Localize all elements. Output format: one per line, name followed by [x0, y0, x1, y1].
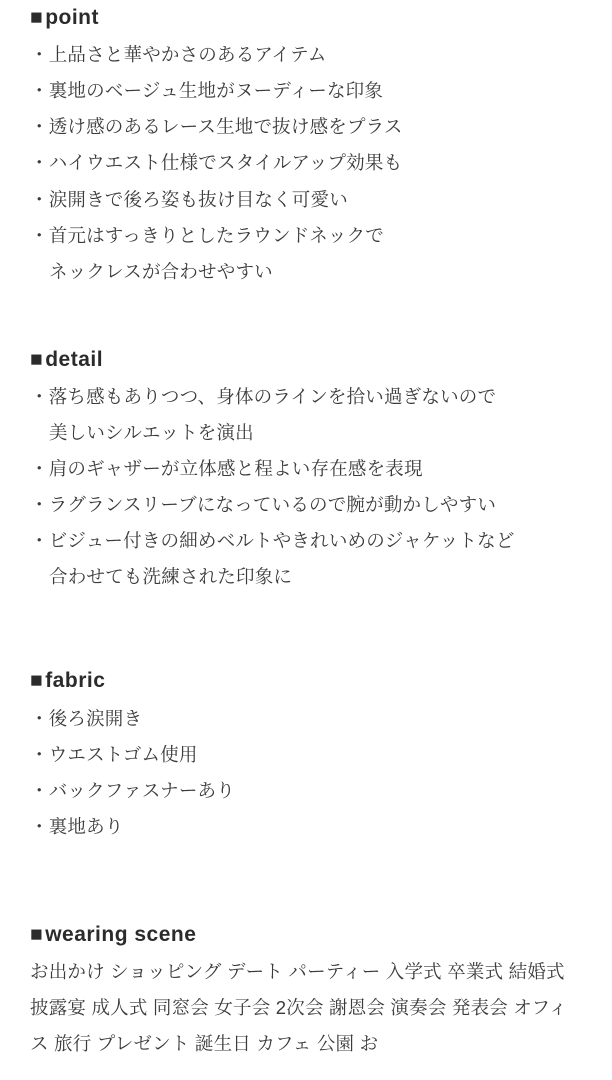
section-spacer — [30, 845, 582, 921]
square-bullet-icon: ■ — [30, 6, 44, 29]
list-item: ・落ち感もありつつ、身体のラインを拾い過ぎないので — [30, 386, 497, 408]
list-item: ・バックファスナーあり — [30, 779, 235, 801]
square-bullet-icon: ■ — [30, 347, 44, 371]
section-fabric — [30, 667, 582, 845]
section-spacer — [30, 290, 582, 346]
square-bullet-icon: ■ — [30, 669, 44, 693]
list-item-continuation: ネックレスが合わせやすい — [49, 260, 273, 282]
wearing-scene-text: お出かけ ショッピング デート パーティー 入学式 卒業式 結婚式 披露宴 成人式 同窓会 女子会 2次会 謝恩会 演奏会 発表会 オフィス 旅行 プレゼント 誕生日 カフェ 公園 お — [30, 961, 568, 1055]
list-item: ・ウエストゴム使用 — [30, 743, 198, 765]
list-item: ・透け感のあるレース生地で抜け感をプラス — [30, 116, 403, 138]
list-item: ・上品さと華やかさのあるアイテム — [30, 44, 327, 66]
section-spacer — [30, 595, 582, 667]
square-bullet-icon: ■ — [30, 922, 44, 946]
list-item: ・裏地のベージュ生地がヌーディーな印象 — [30, 80, 384, 102]
list-item-continuation: 美しいシルエットを演出 — [49, 422, 254, 444]
section-detail — [30, 346, 582, 596]
section-heading-point — [30, 4, 582, 31]
list-item: ・肩のギャザーが立体感と程よい存在感を表現 — [30, 458, 423, 480]
section-heading-detail — [30, 346, 582, 373]
list-item-continuation: 合わせても洗練された印象に — [49, 566, 293, 588]
section-wearing-scene — [30, 921, 582, 1062]
list-item: ・首元はすっきりとしたラウンドネックで — [30, 224, 385, 246]
list-item: ・ラグランスリーブになっているので腕が動かしやすい — [30, 494, 497, 516]
section-point — [30, 4, 582, 290]
section-title-point: point — [45, 6, 99, 29]
section-heading-fabric — [30, 667, 582, 694]
list-item: ・ハイウエスト仕様でスタイルアップ効果も — [30, 152, 403, 174]
list-item: ・ビジュー付きの細めベルトやきれいめのジャケットなど — [30, 530, 515, 552]
section-title-fabric: fabric — [45, 669, 106, 693]
list-item: ・裏地あり — [30, 815, 124, 837]
section-title-wearing-scene: wearing scene — [45, 922, 197, 946]
list-item: ・後ろ涙開き — [30, 707, 143, 729]
section-heading-wearing-scene — [30, 921, 582, 948]
list-item: ・涙開きで後ろ姿も抜け目なく可愛い — [30, 188, 348, 210]
section-title-detail: detail — [45, 347, 104, 371]
